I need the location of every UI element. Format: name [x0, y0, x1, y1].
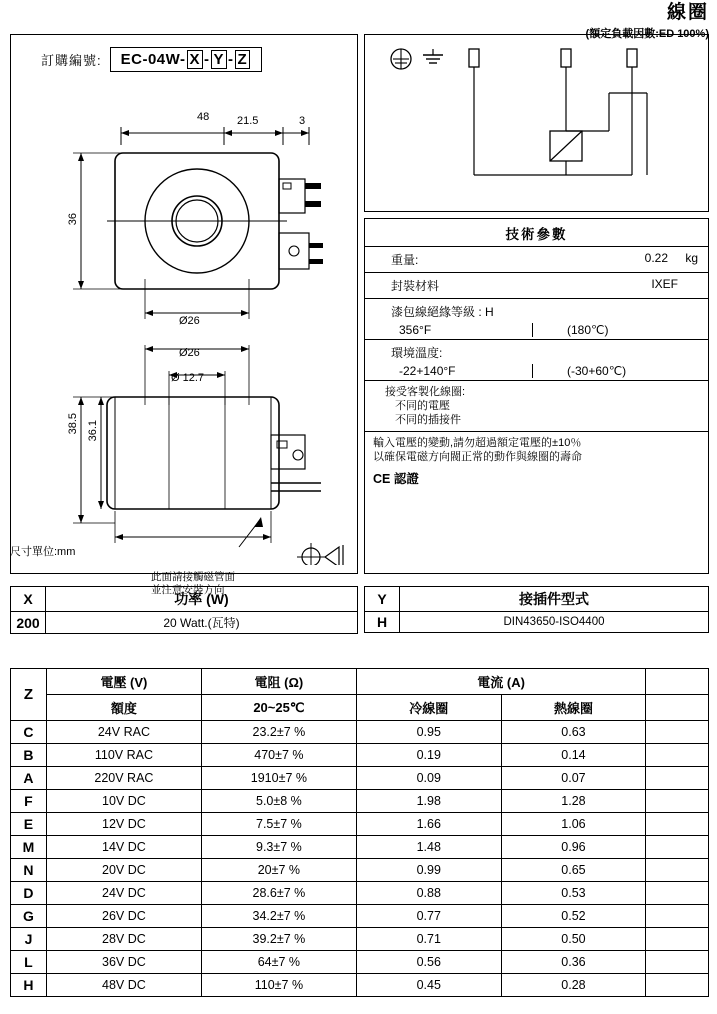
- z-row-hot-current: 0.53: [501, 882, 646, 905]
- dim-36: 36: [67, 213, 79, 226]
- z-row-voltage: 12V DC: [46, 813, 201, 836]
- spec-warning-line-2: 以確保電磁方向閥正常的動作與線圈的壽命: [373, 451, 582, 463]
- z-row-code: N: [11, 859, 47, 882]
- z-row-code: E: [11, 813, 47, 836]
- z-row-spare: [646, 882, 709, 905]
- z-row-hot-current: 1.06: [501, 813, 646, 836]
- z-header-current: 電流 (A): [356, 669, 645, 695]
- order-number-row: [41, 47, 262, 72]
- x-power-table: [10, 586, 358, 634]
- table-row: [11, 974, 709, 997]
- z-row-voltage: 220V RAC: [46, 767, 201, 790]
- dim-48: 48: [197, 111, 210, 123]
- spec-custom-line-1: 不同的電壓: [395, 400, 450, 412]
- order-x-box: X: [187, 50, 204, 69]
- z-row-voltage: 14V DC: [46, 836, 201, 859]
- z-header-spare: [646, 669, 709, 695]
- table-row: [11, 951, 709, 974]
- circuit-diagram: [365, 35, 708, 211]
- z-row-code: B: [11, 744, 47, 767]
- order-number-code: [110, 47, 263, 72]
- z-row-voltage: 24V RAC: [46, 721, 201, 744]
- z-subheader-rated: 額度: [46, 695, 201, 721]
- z-subheader-hot: 熱線圈: [501, 695, 646, 721]
- z-row-voltage: 28V DC: [46, 928, 201, 951]
- z-row-hot-current: 0.28: [501, 974, 646, 997]
- z-row-cold-current: 0.09: [356, 767, 501, 790]
- z-row-hot-current: 0.14: [501, 744, 646, 767]
- dimension-drawing-panel: [10, 34, 358, 596]
- z-row-hot-current: 0.65: [501, 859, 646, 882]
- z-row-cold-current: 0.99: [356, 859, 501, 882]
- z-row-code: G: [11, 905, 47, 928]
- spec-weight-label: 重量:: [391, 253, 419, 267]
- x-code-value: 200: [11, 612, 46, 634]
- z-row-voltage: 26V DC: [46, 905, 201, 928]
- spec-custom-line-2: 不同的插接件: [395, 414, 461, 426]
- z-row-resistance: 7.5±7 %: [201, 813, 356, 836]
- z-row-code: L: [11, 951, 47, 974]
- table-row: [11, 928, 709, 951]
- z-subheader-temp: 20~25℃: [201, 695, 356, 721]
- spec-ambient-f: -22+140°F: [399, 364, 456, 378]
- z-row-spare: [646, 790, 709, 813]
- x-header-power: 功率 (W): [46, 587, 358, 612]
- spec-material-value: IXEF: [651, 277, 678, 291]
- z-row-spare: [646, 974, 709, 997]
- z-row-spare: [646, 859, 709, 882]
- z-row-code: C: [11, 721, 47, 744]
- mounting-note-line-2: 並注意安裝方向: [151, 584, 225, 596]
- z-row-cold-current: 0.95: [356, 721, 501, 744]
- z-row-resistance: 1910±7 %: [201, 767, 356, 790]
- table-row: [11, 813, 709, 836]
- z-row-cold-current: 0.77: [356, 905, 501, 928]
- z-header-resistance: 電阻 (Ω): [201, 669, 356, 695]
- y-connector-value: DIN43650-ISO4400: [400, 612, 709, 633]
- z-row-voltage: 10V DC: [46, 790, 201, 813]
- z-row-cold-current: 0.56: [356, 951, 501, 974]
- order-z-box: Z: [235, 50, 251, 69]
- dim-dia26-top: Ø26: [179, 315, 200, 327]
- z-row-hot-current: 0.63: [501, 721, 646, 744]
- spec-row-material: [365, 273, 708, 299]
- mounting-note-line-1: 此面請接觸磁管面: [151, 571, 235, 583]
- z-row-spare: [646, 744, 709, 767]
- order-number-label: 訂購編號:: [41, 53, 102, 68]
- dim-dia12-7: Ø 12.7: [171, 372, 205, 384]
- spec-weight-value: 0.22: [644, 251, 668, 265]
- spec-ce-mark: CE 認證: [373, 472, 419, 486]
- table-row: [11, 859, 709, 882]
- z-row-code: M: [11, 836, 47, 859]
- spec-row-custom: [365, 381, 708, 432]
- z-row-cold-current: 1.48: [356, 836, 501, 859]
- z-row-hot-current: 0.52: [501, 905, 646, 928]
- z-row-hot-current: 0.36: [501, 951, 646, 974]
- z-row-resistance: 9.3±7 %: [201, 836, 356, 859]
- z-row-spare: [646, 836, 709, 859]
- y-code-value: H: [365, 612, 400, 633]
- dim-3: 3: [299, 115, 306, 127]
- z-row-cold-current: 0.19: [356, 744, 501, 767]
- z-row-spare: [646, 813, 709, 836]
- z-row-hot-current: 0.50: [501, 928, 646, 951]
- dim-38-5: 38.5: [67, 413, 79, 435]
- spec-insulation-label: 漆包線絕緣等級 : H: [391, 305, 494, 319]
- z-row-hot-current: 0.96: [501, 836, 646, 859]
- x-power-value: 20 Watt.(瓦特): [46, 612, 358, 634]
- y-header-code: Y: [365, 587, 400, 612]
- dim-21-5: 21.5: [237, 115, 259, 127]
- z-row-spare: [646, 951, 709, 974]
- table-row: [11, 744, 709, 767]
- table-row: [11, 767, 709, 790]
- z-row-resistance: 28.6±7 %: [201, 882, 356, 905]
- page-title: 線圈: [666, 2, 709, 23]
- z-row-voltage: 36V DC: [46, 951, 201, 974]
- dim-dia26-bottom: Ø26: [179, 347, 200, 359]
- order-prefix: EC-04W-: [120, 51, 186, 68]
- x-header-code: X: [11, 587, 46, 612]
- z-row-spare: [646, 905, 709, 928]
- z-row-hot-current: 0.07: [501, 767, 646, 790]
- z-row-cold-current: 0.45: [356, 974, 501, 997]
- circuit-diagram-panel: [364, 34, 709, 212]
- order-y-box: Y: [211, 50, 228, 69]
- z-row-code: H: [11, 974, 47, 997]
- order-dash-1: -: [204, 51, 210, 68]
- units-note: 尺寸單位:mm: [10, 546, 76, 558]
- z-row-code: A: [11, 767, 47, 790]
- z-row-code: F: [11, 790, 47, 813]
- z-row-hot-current: 1.28: [501, 790, 646, 813]
- table-row: [11, 790, 709, 813]
- spec-ambient-c: (-30+60℃): [532, 364, 700, 378]
- dim-36-1: 36.1: [87, 420, 99, 442]
- table-row: [11, 721, 709, 744]
- z-row-resistance: 34.2±7 %: [201, 905, 356, 928]
- spec-insulation-f: 356°F: [399, 323, 432, 337]
- table-row: [11, 836, 709, 859]
- order-dash-2: -: [228, 51, 234, 68]
- z-row-resistance: 5.0±8 %: [201, 790, 356, 813]
- spec-custom-title: 接受客製化線圈:: [385, 386, 466, 398]
- page-subtitle: (額定負載因數:ED 100%): [585, 28, 709, 40]
- spec-material-label: 封裝材料: [391, 279, 440, 293]
- z-row-cold-current: 0.88: [356, 882, 501, 905]
- z-row-resistance: 110±7 %: [201, 974, 356, 997]
- z-subheader-cold: 冷線圈: [356, 695, 501, 721]
- z-row-code: D: [11, 882, 47, 905]
- table-row: [11, 882, 709, 905]
- z-row-spare: [646, 721, 709, 744]
- spec-warning-line-1: 輸入電壓的變動,請勿超過額定電壓的±10％: [373, 437, 582, 449]
- spec-row-ambient: [365, 340, 708, 381]
- z-row-voltage: 48V DC: [46, 974, 201, 997]
- z-row-cold-current: 0.71: [356, 928, 501, 951]
- z-row-voltage: 20V DC: [46, 859, 201, 882]
- table-row: [11, 905, 709, 928]
- z-header-code: Z: [11, 669, 47, 721]
- spec-row-warning: [365, 432, 708, 490]
- z-row-voltage: 110V RAC: [46, 744, 201, 767]
- spec-row-weight: [365, 247, 708, 273]
- z-row-cold-current: 1.66: [356, 813, 501, 836]
- spec-title: 技術參數: [365, 219, 708, 247]
- y-header-connector: 接插件型式: [400, 587, 709, 612]
- z-voltage-table: [10, 668, 709, 997]
- y-connector-table: [364, 586, 709, 633]
- side-view-drawing: [11, 335, 357, 565]
- z-row-spare: [646, 928, 709, 951]
- spec-row-insulation: [365, 299, 708, 340]
- z-row-cold-current: 1.98: [356, 790, 501, 813]
- spec-insulation-c: (180℃): [532, 323, 700, 337]
- z-row-resistance: 64±7 %: [201, 951, 356, 974]
- z-subheader-spare: [646, 695, 709, 721]
- spec-weight-unit: kg: [685, 251, 698, 265]
- z-header-voltage: 電壓 (V): [46, 669, 201, 695]
- z-row-code: J: [11, 928, 47, 951]
- spec-panel: [364, 218, 709, 574]
- z-row-resistance: 39.2±7 %: [201, 928, 356, 951]
- z-row-voltage: 24V DC: [46, 882, 201, 905]
- z-row-resistance: 23.2±7 %: [201, 721, 356, 744]
- z-row-spare: [646, 767, 709, 790]
- z-row-resistance: 20±7 %: [201, 859, 356, 882]
- z-row-resistance: 470±7 %: [201, 744, 356, 767]
- spec-ambient-label: 環境溫度:: [391, 346, 443, 360]
